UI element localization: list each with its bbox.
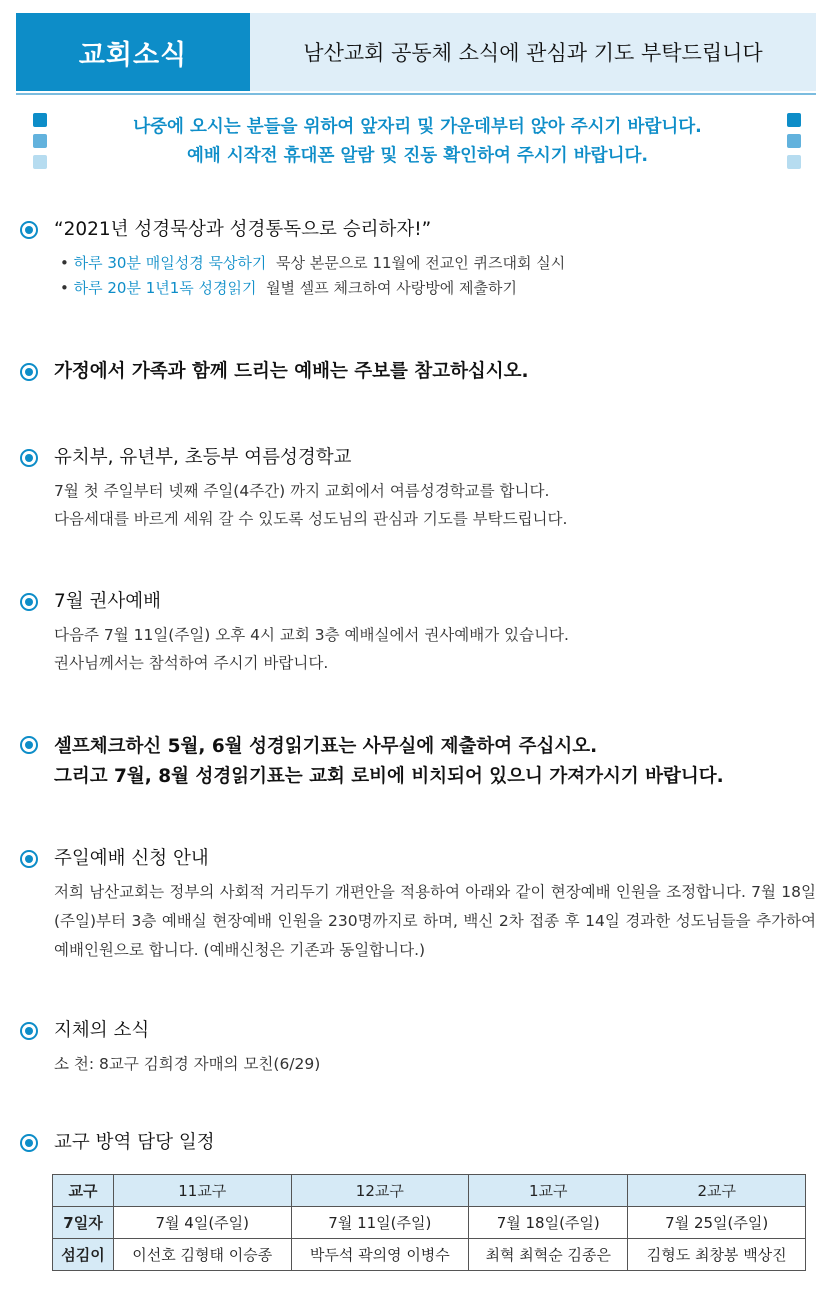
table-row xyxy=(53,1239,806,1271)
body-line: 다음주 7월 11일(주일) 오후 4시 교회 3층 예배실에서 권사예배가 있습니다. xyxy=(54,626,569,644)
table-cell: 11교구 xyxy=(114,1175,292,1207)
section-worship xyxy=(20,846,820,965)
bullet-icon xyxy=(20,736,38,754)
item-text: 월별 셀프 체크하여 사랑방에 제출하기 xyxy=(266,279,517,297)
list-item: • 하루 20분 1년1독 성경읽기 월별 셀프 체크하여 사랑방에 제출하기 xyxy=(60,279,517,297)
table-cell: 7월 11일(주일) xyxy=(291,1207,469,1239)
section-elder xyxy=(20,589,820,677)
section-title: 교구 방역 담당 일정 xyxy=(54,1132,215,1153)
section-bible xyxy=(20,217,820,301)
bullet-icon xyxy=(20,593,38,611)
table-cell: 섬김이 xyxy=(53,1239,114,1271)
table-cell: 박두석 곽의영 이병수 xyxy=(291,1239,469,1271)
section-title: 지체의 소식 xyxy=(54,1020,150,1041)
body-line: 권사님께서는 참석하여 주시기 바랍니다. xyxy=(54,654,329,672)
section-members xyxy=(20,1018,820,1078)
table-cell: 7월 25일(주일) xyxy=(628,1207,806,1239)
table-row xyxy=(53,1175,806,1207)
table-cell: 최혁 최혁순 김종은 xyxy=(469,1239,628,1271)
highlight-text: 하루 30분 매일성경 묵상하기 xyxy=(73,254,267,272)
table-cell: 12교구 xyxy=(291,1175,469,1207)
bullet-icon xyxy=(20,1134,38,1152)
table-cell: 이선호 김형태 이승종 xyxy=(114,1239,292,1271)
header-subtitle: 남산교회 공동체 소식에 관심과 기도 부탁드립니다 xyxy=(250,13,816,91)
table-cell: 2교구 xyxy=(628,1175,806,1207)
table-cell: 교구 xyxy=(53,1175,114,1207)
section-title: 주일예배 신청 안내 xyxy=(54,848,209,869)
bullet-icon xyxy=(20,449,38,467)
header-divider xyxy=(16,93,816,95)
body-line: 다음세대를 바르게 세워 갈 수 있도록 성도님의 관심과 기도를 부탁드립니다. xyxy=(54,510,568,528)
table-cell: 1교구 xyxy=(469,1175,628,1207)
body-line: 7월 첫 주일부터 넷째 주일(4주간) 까지 교회에서 여름성경학교를 합니다. xyxy=(54,482,550,500)
table-cell: 7월 4일(주일) xyxy=(114,1207,292,1239)
section-title: 유치부, 유년부, 초등부 여름성경학교 xyxy=(54,447,352,468)
header-tab-title: 교회소식 xyxy=(16,13,250,91)
section-title: “2021년 성경묵상과 성경통독으로 승리하자!” xyxy=(54,219,432,240)
notice-line: 나중에 오시는 분들을 위하여 앞자리 및 가운데부터 앉아 주시기 바랍니다. xyxy=(133,117,702,137)
body-line: 소 천: 8교구 김희경 자매의 모친(6/29) xyxy=(54,1055,321,1073)
section-reading xyxy=(20,732,820,792)
section-vbs xyxy=(20,445,820,533)
table-cell: 7일자 xyxy=(53,1207,114,1239)
header xyxy=(16,13,816,91)
section-title: 셀프체크하신 5월, 6월 성경읽기표는 사무실에 제출하여 주십시오. xyxy=(54,736,598,757)
bullet-icon xyxy=(20,363,38,381)
table-row xyxy=(53,1207,806,1239)
table-cell: 김형도 최창봉 백상진 xyxy=(628,1239,806,1271)
notice-box xyxy=(0,113,835,171)
bullet-icon xyxy=(20,850,38,868)
section-title-line2: 그리고 7월, 8월 성경읽기표는 교회 로비에 비치되어 있으니 가져가시기 바랍니다. xyxy=(54,766,724,787)
section-title: 7월 권사예배 xyxy=(54,591,162,612)
notice-line: 예배 시작전 휴대폰 알람 및 진동 확인하여 주시기 바랍니다. xyxy=(186,146,649,166)
body-paragraph: 저희 남산교회는 정부의 사회적 거리두기 개편안을 적용하여 아래와 같이 현장예배 인원을 조정합니다. 7월 18일(주일)부터 3층 예배실 현장예배 인원을 230명까지로 하며, 백신 2차 접종 후 14일 경과한 성도님들을 추가하여 예배인원으로 합니다. (예배신청은 기존과 동일합니다.) xyxy=(54,883,816,959)
schedule-table xyxy=(52,1174,806,1271)
table-cell: 7월 18일(주일) xyxy=(469,1207,628,1239)
section-schedule xyxy=(20,1130,820,1156)
item-text: 묵상 본문으로 11월에 전교인 퀴즈대회 실시 xyxy=(275,254,566,272)
bullet-icon xyxy=(20,221,38,239)
highlight-text: 하루 20분 1년1독 성경읽기 xyxy=(73,279,257,297)
bullet-icon xyxy=(20,1022,38,1040)
section-family xyxy=(20,359,820,385)
list-item: • 하루 30분 매일성경 묵상하기 묵상 본문으로 11월에 전교인 퀴즈대회 실시 xyxy=(60,254,566,272)
section-title: 가정에서 가족과 함께 드리는 예배는 주보를 참고하십시오. xyxy=(54,361,529,382)
